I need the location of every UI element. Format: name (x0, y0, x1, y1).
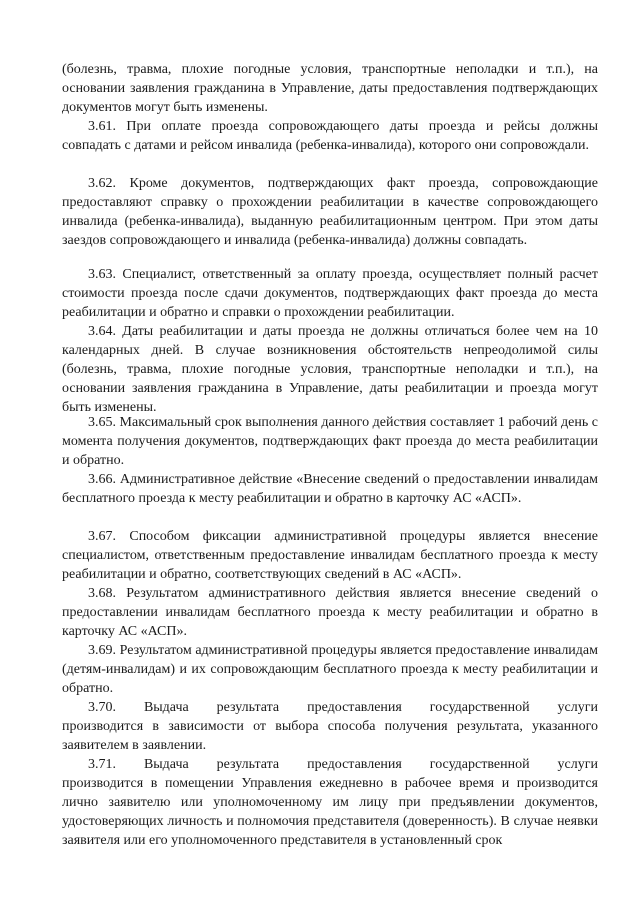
word: Выдача (143, 700, 189, 715)
word: результата (216, 700, 280, 715)
word: государственной (429, 700, 530, 715)
word: предоставления (307, 700, 402, 715)
paragraph-3-64: 3.64. Даты реабилитации и даты проезда не должны отличаться более чем на 10 календарных дней. В случае возникновения обстоятельств непреодолимой силы (болезнь, травма, плохие погодные условия, транспортные неполадки и т.п.), на основании заявления гражданина в Управление, даты реабилитации и проезда могут быть изменены. (62, 324, 598, 415)
paragraph-3-69: 3.69. Результатом административной процедуры является предоставление инвалидам (детям-инвалидам) и их сопровождающим бесплатного проезда к месту реабилитации и обратно. (62, 643, 598, 696)
paragraph-3-71 (62, 755, 598, 850)
paragraph-3-70-rest: производится в зависимости от выбора способа получения результата, указанного заявителем в заявлении. (62, 719, 598, 753)
word: результата (216, 757, 280, 772)
paragraph-3-70-first-line (62, 698, 598, 717)
paragraph-3-66: 3.66. Административное действие «Внесение сведений о предоставлении инвалидам бесплатного проезда к месту реабилитации и обратно в карточку АС «АСП». (62, 472, 598, 506)
paragraph-3-70 (62, 698, 598, 755)
word: предоставления (307, 757, 402, 772)
paragraph-continuation: (болезнь, травма, плохие погодные условия, транспортные неполадки и т.п.), на основании заявления гражданина в Управление, даты предоставления подтверждающих документов могут быть изменены. (62, 62, 598, 115)
paragraph-3-62: 3.62. Кроме документов, подтверждающих факт проезда, сопровождающие предоставляют справку о прохождении реабилитации в качестве сопровождающего инвалида (ребенка-инвалида), выданную реабилитационным центром. При этом даты заездов сопровождающего и инвалида (ребенка-инвалида) должны совпадать. (62, 176, 598, 248)
word: услуги (557, 700, 598, 715)
word: 3.70. (88, 700, 116, 715)
paragraph-3-68: 3.68. Результатом административного действия является внесение сведений о предоставлении инвалидам бесплатного проезда к месту реабилитации и обратно в карточку АС «АСП». (62, 586, 598, 639)
paragraph-3-65: 3.65. Максимальный срок выполнения данного действия составляет 1 рабочий день с момента получения документов, подтверждающих факт проезда до места реабилитации и обратно. (62, 415, 598, 468)
paragraph-3-71-first-line (62, 755, 598, 774)
word: Выдача (143, 757, 189, 772)
word: государственной (429, 757, 530, 772)
word: услуги (557, 757, 598, 772)
paragraph-3-71-rest: производится в помещении Управления ежедневно в рабочее время и производится лично заявителю или уполномоченному им лицу при предъявлении документов, удостоверяющих личность и полномочия представителя (доверенность). В случае неявки заявителя или его уполномоченного представителя в установленный срок (62, 776, 598, 848)
word: 3.71. (88, 757, 116, 772)
paragraph-3-61: 3.61. При оплате проезда сопровождающего даты проезда и рейсы должны совпадать с датами и рейсом инвалида (ребенка-инвалида), которого они сопровождали. (62, 119, 598, 153)
paragraph-3-63: 3.63. Специалист, ответственный за оплату проезда, осуществляет полный расчет стоимости проезда после сдачи документов, подтверждающих факт проезда до места реабилитации и обратно и справки о прохождении реабилитации. (62, 267, 598, 320)
paragraph-3-67: 3.67. Способом фиксации административной процедуры является внесение специалистом, ответственным предоставление инвалидам бесплатного проезда к месту реабилитации и обратно, соответствующих сведений в АС «АСП». (62, 529, 598, 582)
